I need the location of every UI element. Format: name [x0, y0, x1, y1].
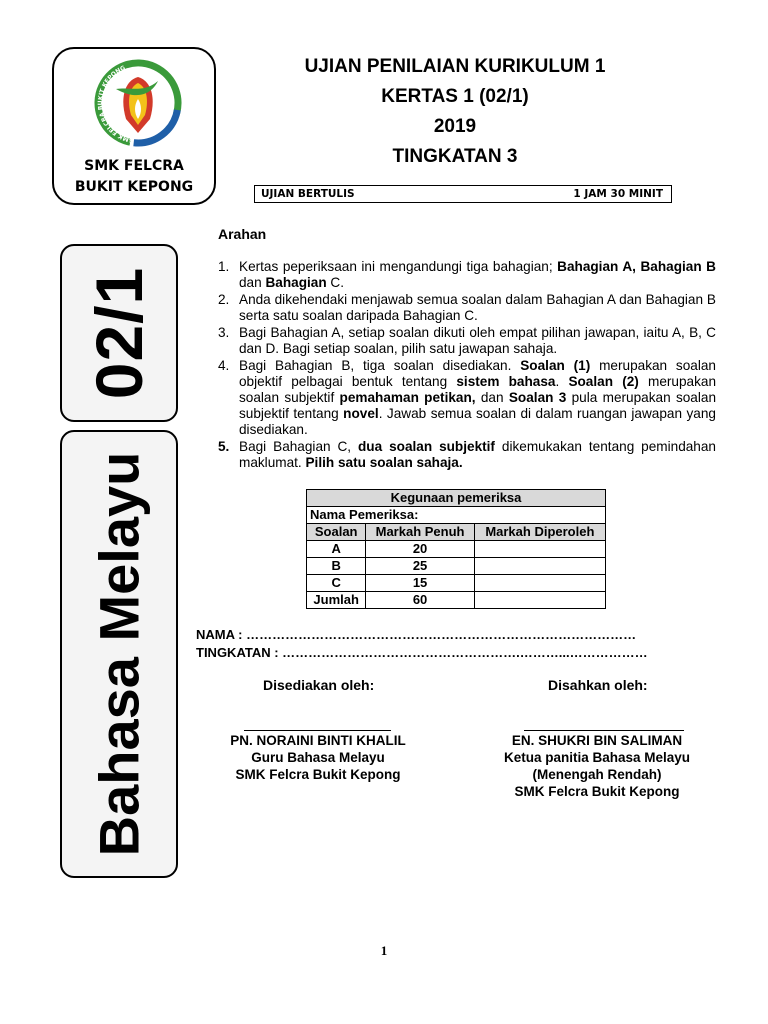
school-name-line1: SMK FELCRA — [84, 158, 184, 174]
exam-type: UJIAN BERTULIS — [261, 188, 355, 200]
table-cell-penuh: 20 — [366, 541, 474, 558]
table-row — [307, 541, 606, 558]
verifier-name: EN. SHUKRI BIN SALIMAN — [511, 733, 683, 748]
table-header: Markah Diperoleh — [474, 524, 605, 541]
instruction-item — [218, 439, 716, 471]
table-cell-penuh: 25 — [366, 558, 474, 575]
table-cell-soalan: C — [307, 575, 366, 592]
table-cell-penuh: 15 — [366, 575, 474, 592]
instruction-text: Bahagian A, Bahagian B — [557, 259, 716, 274]
instruction-text: merupakan soalan subjektif — [239, 374, 717, 405]
instruction-text: dan — [239, 275, 266, 290]
instruction-text: . — [555, 374, 569, 389]
examiner-name-label: Nama Pemeriksa: — [307, 507, 606, 524]
exam-title: UJIAN PENILAIAN KURIKULUM 1 — [304, 56, 606, 77]
instruction-text: Anda dikehendaki menjawab semua soalan dalam Bahagian A dan Bahagian B serta satu soalan daripada Bahagian C. — [239, 292, 716, 323]
instructions-heading: Arahan — [218, 226, 267, 242]
instruction-item — [218, 292, 716, 324]
instruction-text: Pilih satu soalan sahaja. — [305, 455, 463, 470]
table-cell-penuh: 60 — [366, 592, 474, 609]
table-cell-diperoleh[interactable] — [474, 558, 605, 575]
verifier-school: SMK Felcra Bukit Kepong — [514, 784, 680, 799]
school-name — [54, 156, 214, 198]
student-name-field[interactable]: NAMA : ……………………………………………………………………………… — [196, 627, 637, 642]
instruction-text: Bagi Bahagian C, — [239, 439, 358, 454]
table-cell-diperoleh[interactable] — [474, 592, 605, 609]
instruction-text: pula merupakan soalan subjektif tentang — [239, 390, 716, 421]
table-header: Soalan — [307, 524, 366, 541]
instruction-number: 3. — [218, 325, 230, 340]
signature-line — [524, 730, 684, 731]
instruction-number: 5. — [218, 439, 230, 454]
table-row — [307, 558, 606, 575]
instruction-text: dua soalan subjektif — [358, 439, 495, 454]
examiner-table — [306, 489, 606, 609]
prepared-by-label: Disediakan oleh: — [263, 677, 375, 693]
signature-line — [244, 730, 391, 731]
school-crest-icon — [92, 59, 184, 147]
instruction-text: Soalan (2) — [568, 374, 639, 389]
verifier-role: Ketua panitia Bahasa Melayu — [503, 750, 691, 765]
table-cell-diperoleh[interactable] — [474, 575, 605, 592]
instruction-text: Bagi Bahagian B, tiga soalan disediakan. — [239, 358, 521, 373]
table-row — [307, 575, 606, 592]
instructions-list — [218, 259, 716, 472]
student-form-field[interactable]: TINGKATAN : ……………………………………………….………...……………… — [196, 645, 648, 660]
preparer-name: PN. NORAINI BINTI KHALIL — [230, 733, 406, 748]
table-cell-soalan: B — [307, 558, 366, 575]
instruction-item — [218, 259, 716, 291]
instruction-item — [218, 358, 716, 438]
exam-year: 2019 — [433, 116, 477, 137]
form-level: TINGKATAN 3 — [392, 146, 518, 167]
instruction-text: Soalan (1) — [520, 358, 591, 373]
preparer-role: Guru Bahasa Melayu — [251, 750, 385, 765]
instruction-text: dikemukakan tentang pemindahan maklumat. — [239, 439, 716, 470]
instruction-text: Bagi Bahagian A, setiap soalan dikuti oleh empat pilihan jawapan, iaitu A, B, C dan D. Bagi setiap soalan, pilih satu jawapan sahaja. — [239, 325, 716, 356]
exam-info-bar — [254, 185, 672, 203]
paper-title: KERTAS 1 (02/1) — [381, 86, 529, 107]
instruction-text: Soalan 3 — [508, 390, 567, 405]
subject-name: Bahasa Melayu — [87, 451, 151, 857]
table-cell-soalan: Jumlah — [307, 592, 366, 609]
subject-box — [60, 430, 178, 878]
crest-ring-text: SMK FELCRA BUKIT KEPONG — [97, 64, 134, 144]
instruction-text: merupakan soalan objektif pelbagai bentuk tentang — [239, 358, 716, 389]
exam-duration: 1 JAM 30 MINIT — [573, 188, 663, 200]
table-title: Kegunaan pemeriksa — [307, 490, 606, 507]
instruction-text: Bahagian — [265, 275, 327, 290]
instruction-text: sistem bahasa — [456, 374, 556, 389]
instruction-item — [218, 325, 716, 357]
instruction-text: pemahaman petikan, — [339, 390, 476, 405]
instruction-text: C. — [326, 275, 345, 290]
instruction-text: dan — [475, 390, 509, 405]
verifier-role-detail: (Menengah Rendah) — [532, 767, 662, 782]
instruction-number: 1. — [218, 259, 230, 274]
table-cell-diperoleh[interactable] — [474, 541, 605, 558]
verified-by-label: Disahkan oleh: — [548, 677, 648, 693]
instruction-number: 4. — [218, 358, 230, 373]
preparer-school: SMK Felcra Bukit Kepong — [235, 767, 401, 782]
school-name-line2: BUKIT KEPONG — [74, 179, 194, 195]
instruction-text: novel — [343, 406, 379, 421]
page-number: 1 — [380, 943, 388, 958]
instruction-text: . Jawab semua soalan di dalam ruangan jawapan yang disediakan. — [239, 406, 716, 437]
table-cell-soalan: A — [307, 541, 366, 558]
preparer-signature-block — [212, 732, 424, 783]
verifier-signature-block — [484, 732, 710, 800]
instruction-number: 2. — [218, 292, 230, 307]
school-logo-box — [52, 47, 216, 205]
table-header: Markah Penuh — [366, 524, 474, 541]
paper-code-box — [60, 244, 178, 422]
instruction-text: Kertas peperiksaan ini mengandungi tiga bahagian; — [239, 259, 558, 274]
paper-code: 02/1 — [82, 266, 156, 400]
table-row — [307, 592, 606, 609]
